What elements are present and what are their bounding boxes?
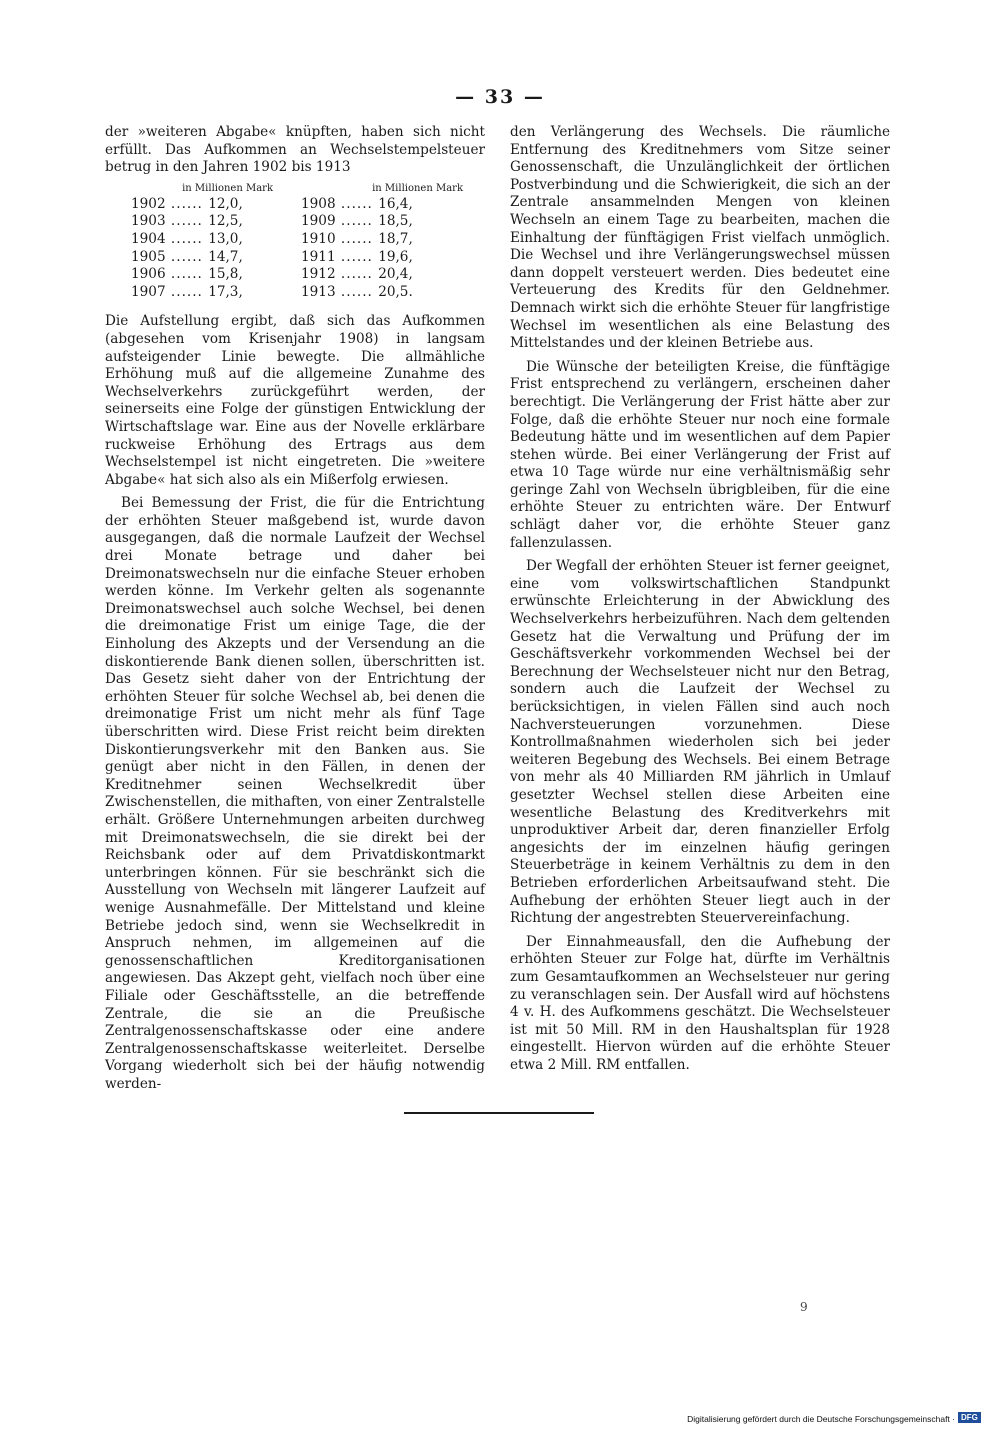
table-row: 1903 ...... 12,5, bbox=[131, 213, 243, 230]
paragraph: Die Aufstellung ergibt, daß sich das Aufkommen (abgesehen vom Krisenjahr 1908) in langsam aufsteigender Linie bewegte. Die allmähliche Erhöhung muß auf die allgemeine Zunahme des Wechselverkehrs zurückgeführt werden, der seinerseits eine Folge der günstigen Entwicklung der Wirtschaftslage war. Eine aus der Novelle erklärbare ruckweise Erhöhung des Ertrags aus dem Wechselstempel ist nicht eingetreten. Die »weitere Abgabe« hat sich also als ein Mißerfolg erwiesen. bbox=[105, 313, 485, 488]
table-row: 1907 ...... 17,3, bbox=[131, 283, 243, 300]
value: 16,4, bbox=[378, 195, 413, 212]
digitization-credit: Digitalisierung gefördert durch die Deutsche Forschungsgemeinschaft · bbox=[687, 1414, 955, 1424]
value: 18,7, bbox=[378, 230, 413, 247]
section-divider bbox=[404, 1112, 594, 1114]
year: 1910 bbox=[301, 230, 336, 247]
table-row: 1906 ...... 15,8, bbox=[131, 266, 243, 283]
year: 1913 bbox=[301, 283, 336, 300]
unit-label-left: in Millionen Mark bbox=[182, 182, 273, 194]
year: 1902 bbox=[131, 195, 166, 212]
value: 12,5, bbox=[208, 213, 243, 230]
year: 1909 bbox=[301, 213, 336, 230]
value: 12,0, bbox=[208, 195, 243, 212]
value: 20,5. bbox=[378, 283, 413, 300]
paragraph: Der Wegfall der erhöhten Steuer ist ferner geeignet, eine vom volkswirtschaftlichen Standpunkt erwünschte Erleichterung in der Abwicklung des Wechselverkehrs herbeizuführen. Nach dem geltenden Gesetz hat die Verwaltung und Prüfung der im Geschäftsverkehr vorkommenden Wechsel bei der Berechnung der Wechselsteuer nicht nur den Betrag, sondern auch die Laufzeit der Wechsel zu berücksichtigen, in vielen Fällen sind auch noch Nachversteuerungen vorzunehmen. Diese Kontrollmaßnahmen wiederholen sich bei jeder weiteren Begebung des Wechsels. Bei einem Betrage von mehr als 40 Milliarden RM jährlich in Umlauf gesetzter Wechsel stellen diese Arbeiten eine wesentliche Belastung des Kreditverkehrs mit unproduktiver Arbeit dar, deren finanzieller Erfolg angesichts der im einzelnen häufig geringen Steuerbeträge in keinem Verhältnis zu dem in den Betrieben erforderlichen Arbeitsaufwand steht. Die Aufhebung der erhöhten Steuer liegt auch in der Richtung der angestrebten Steuervereinfachung. bbox=[510, 558, 890, 927]
year: 1904 bbox=[131, 230, 166, 247]
value: 18,5, bbox=[378, 213, 413, 230]
year: 1908 bbox=[301, 195, 336, 212]
year: 1911 bbox=[301, 248, 336, 265]
table-unit-header bbox=[105, 183, 485, 195]
table-row: 1908 ...... 16,4, bbox=[301, 195, 413, 212]
paragraph: den Verlängerung des Wechsels. Die räumliche Entfernung des Kreditnehmers vom Sitze seiner Genossenschaft, die Unzulänglichkeit der örtlichen Postverbindung und die Schwierigkeit, die sich an der Zentrale ansammelnden Mengen von kleinen Wechseln an einem Tage zu bearbeiten, machen die Einhaltung der fünftägigen Frist vielfach unmöglich. Die Wechsel und ihre Verlängerungswechsel müssen dann doppelt versteuert werden. Dies bedeutet eine Verteuerung des Kredits für den Geldnehmer. Demnach wirkt sich die erhöhte Steuer für langfristige Wechsel im wesentlichen als eine Belastung des Mittelstandes und der kleinen Betriebe aus. bbox=[510, 124, 890, 352]
value: 14,7, bbox=[208, 248, 243, 265]
value: 17,3, bbox=[208, 283, 243, 300]
table-row: 1912 ...... 20,4, bbox=[301, 266, 413, 283]
value: 13,0, bbox=[208, 230, 243, 247]
table-row: 1913 ...... 20,5. bbox=[301, 283, 413, 300]
sheet-mark: 9 bbox=[800, 1300, 808, 1314]
paragraph: der »weiteren Abgabe« knüpften, haben sich nicht erfüllt. Das Aufkommen an Wechselstempelsteuer betrug in den Jahren 1902 bis 1913 bbox=[105, 124, 485, 176]
year: 1907 bbox=[131, 283, 166, 300]
table-row: 1902 ...... 12,0, bbox=[131, 195, 243, 212]
year: 1905 bbox=[131, 248, 166, 265]
unit-label-right: in Millionen Mark bbox=[372, 182, 463, 194]
page-number: — 33 — bbox=[455, 86, 545, 108]
year: 1903 bbox=[131, 213, 166, 230]
year: 1912 bbox=[301, 266, 336, 283]
value: 15,8, bbox=[208, 266, 243, 283]
table-row: 1910 ...... 18,7, bbox=[301, 230, 413, 247]
table-row: 1905 ...... 14,7, bbox=[131, 248, 243, 265]
paragraph: Die Wünsche der beteiligten Kreise, die fünftägige Frist entsprechend zu verlängern, erscheinen daher berechtigt. Die Verlängerung der Frist hätte aber zur Folge, daß die erhöhte Steuer nur noch eine formale Bedeutung hätte und im wesentlichen auf dem Papier stehen würde. Bei einer Verlängerung der Frist auf etwa 10 Tage würde nur eine verhältnismäßig sehr geringe Zahl von Wechseln übrigbleiben, für die eine erhöhte Steuer zu entrichten wäre. Der Entwurf schlägt daher vor, die erhöhte Steuer ganz fallenzulassen. bbox=[510, 358, 890, 551]
right-column bbox=[510, 124, 890, 1080]
paragraph: Bei Bemessung der Frist, die für die Entrichtung der erhöhten Steuer maßgebend ist, wurde davon ausgegangen, daß die normale Laufzeit der Wechsel drei Monate betrage und daher bei Dreimonatswechseln nur die einfache Steuer erhoben werden könne. Im Verkehr gelten als sogenannte Dreimonatswechsel auch solche Wechsel, bei denen die dreimonatige Frist um einige Tage, die der Einholung des Akzepts und der Versendung an die diskontierende Bank dienen sollen, überschritten ist. Das Gesetz sieht daher von der Entrichtung der erhöhten Steuer für solche Wechsel ab, bei denen die dreimonatige Frist um nicht mehr als fünf Tage überschritten wird. Diese Frist reicht beim direkten Diskontierungsverkehr mit den Banken aus. Sie genügt aber nicht in den Fällen, in denen der Kreditnehmer seinen Wechselkredit über Zwischenstellen, die mithaften, von einer Zentralstelle erhält. Größere Unternehmungen arbeiten durchweg mit Dreimonatswechseln, die sie direkt bei der Reichsbank oder auf dem Privatdiskontmarkt unterbringen können. Für sie beschränkt sich die Ausstellung von Wechseln mit längerer Laufzeit auf wenige Ausnahmefälle. Der Mittelstand und kleine Betriebe jedoch sind, wenn sie Wechselkredit in Anspruch nehmen, im allgemeinen auf die genossenschaftlichen Kreditorganisationen angewiesen. Das Akzept geht, vielfach noch über eine Filiale oder Geschäftsstelle, an die betreffende Zentrale, die sie an die Preußische Zentralgenossenschaftskasse oder eine andere Zentralgenossenschaftskasse weiterleitet. Derselbe Vorgang wiederholt sich bei der häufig notwendig werden- bbox=[105, 495, 485, 1092]
value: 20,4, bbox=[378, 266, 413, 283]
table-row: 1911 ...... 19,6, bbox=[301, 248, 413, 265]
left-column bbox=[105, 124, 485, 1099]
year: 1906 bbox=[131, 266, 166, 283]
table-row: 1909 ...... 18,5, bbox=[301, 213, 413, 230]
paragraph: Der Einnahmeausfall, den die Aufhebung der erhöhten Steuer zur Folge hat, dürfte im Verhältnis zum Gesamtaufkommen an Wechselsteuer nur gering zu veranschlagen sein. Der Ausfall wird auf höchstens 4 v. H. des Aufkommens geschätzt. Die Wechselsteuer ist mit 50 Mill. RM in den Haushaltsplan für 1928 eingestellt. Hiervon würden auf die erhöhte Steuer etwa 2 Mill. RM entfallen. bbox=[510, 933, 890, 1073]
value: 19,6, bbox=[378, 248, 413, 265]
revenue-table bbox=[131, 196, 461, 302]
dfg-logo-icon: DFG bbox=[958, 1412, 981, 1423]
table-row: 1904 ...... 13,0, bbox=[131, 230, 243, 247]
